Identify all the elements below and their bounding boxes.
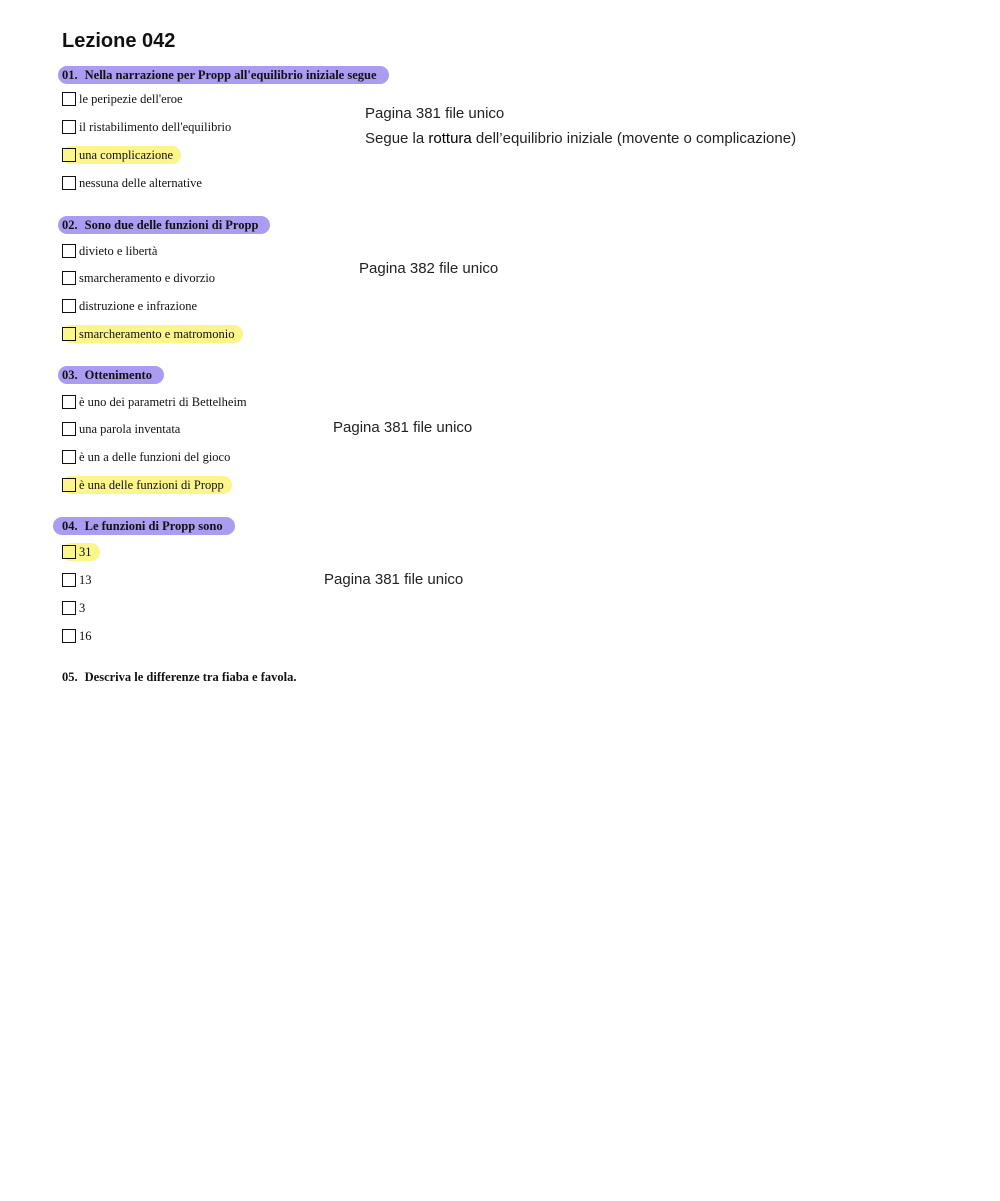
question-text: Ottenimento — [84, 368, 152, 382]
option-text: il ristabilimento dell'equilibrio — [79, 119, 232, 134]
note-emphasis: rottura — [428, 130, 472, 147]
question-4-option-1[interactable] — [62, 543, 100, 561]
checkbox[interactable] — [62, 601, 76, 615]
checkbox[interactable] — [62, 395, 76, 409]
question-2-option-4[interactable] — [62, 325, 243, 343]
question-2-option-2[interactable] — [62, 269, 215, 287]
checkbox[interactable] — [62, 244, 76, 258]
note-text: Segue la — [365, 130, 429, 147]
question-text: Le funzioni di Propp sono — [84, 519, 223, 533]
question-number: 03. — [62, 368, 78, 382]
question-2-note-page: Pagina 382 file unico — [359, 260, 499, 277]
question-number: 04. — [62, 519, 78, 533]
question-1-option-4[interactable] — [62, 174, 202, 192]
checkbox[interactable] — [62, 545, 76, 559]
question-3-option-2[interactable] — [62, 420, 180, 438]
question-1-note-page: Pagina 381 file unico — [365, 105, 505, 122]
checkbox[interactable] — [62, 327, 76, 341]
question-3-note-page: Pagina 381 file unico — [333, 419, 473, 436]
question-3-heading — [58, 366, 164, 384]
option-text: è una delle funzioni di Propp — [79, 477, 224, 492]
option-text: 3 — [79, 600, 86, 615]
checkbox[interactable] — [62, 271, 76, 285]
checkbox[interactable] — [62, 148, 76, 162]
checkbox[interactable] — [62, 120, 76, 134]
question-4-option-3[interactable] — [62, 599, 85, 617]
option-text: è uno dei parametri di Bettelheim — [79, 394, 247, 409]
option-text: una parola inventata — [79, 421, 181, 436]
question-text: Nella narrazione per Propp all'equilibrio iniziale segue — [84, 68, 377, 82]
question-number: 02. — [62, 218, 78, 232]
checkbox[interactable] — [62, 478, 76, 492]
option-text: 16 — [79, 628, 92, 643]
option-text: è un a delle funzioni del gioco — [79, 449, 231, 464]
checkbox[interactable] — [62, 422, 76, 436]
question-2-option-1[interactable] — [62, 242, 157, 260]
question-1-heading — [58, 66, 389, 84]
checkbox[interactable] — [62, 176, 76, 190]
question-text: Descriva le differenze tra fiaba e favola. — [84, 670, 297, 684]
question-3-option-3[interactable] — [62, 448, 230, 466]
question-number: 01. — [62, 68, 78, 82]
question-5-heading — [58, 668, 308, 686]
question-4-note-page: Pagina 381 file unico — [324, 571, 464, 588]
option-text: 13 — [79, 572, 92, 587]
question-4-heading — [53, 517, 235, 535]
checkbox[interactable] — [62, 299, 76, 313]
question-3-option-1[interactable] — [62, 393, 247, 411]
question-1-option-2[interactable] — [62, 118, 231, 136]
note-text: dell’equilibrio iniziale (movente o complicazione) — [471, 130, 797, 147]
option-text: divieto e libertà — [79, 243, 158, 258]
question-3-option-4[interactable] — [62, 476, 232, 494]
option-text: una complicazione — [79, 147, 174, 162]
option-text: smarcheramento e matromonio — [79, 326, 235, 341]
option-text: distruzione e infrazione — [79, 298, 198, 313]
checkbox[interactable] — [62, 450, 76, 464]
checkbox[interactable] — [62, 629, 76, 643]
question-text: Sono due delle funzioni di Propp — [84, 218, 259, 232]
question-4-option-4[interactable] — [62, 627, 92, 645]
question-1-option-1[interactable] — [62, 90, 183, 108]
checkbox[interactable] — [62, 573, 76, 587]
option-text: nessuna delle alternative — [79, 175, 202, 190]
option-text: smarcheramento e divorzio — [79, 270, 216, 285]
question-1-note-explanation — [365, 130, 796, 147]
page-title: Lezione 042 — [62, 30, 176, 52]
question-2-heading — [58, 216, 270, 234]
question-4-option-2[interactable] — [62, 571, 92, 589]
question-2-option-3[interactable] — [62, 297, 197, 315]
question-1-option-3[interactable] — [62, 146, 181, 164]
question-number: 05. — [62, 670, 78, 684]
option-text: 31 — [79, 544, 92, 559]
checkbox[interactable] — [62, 92, 76, 106]
option-text: le peripezie dell'eroe — [79, 91, 183, 106]
